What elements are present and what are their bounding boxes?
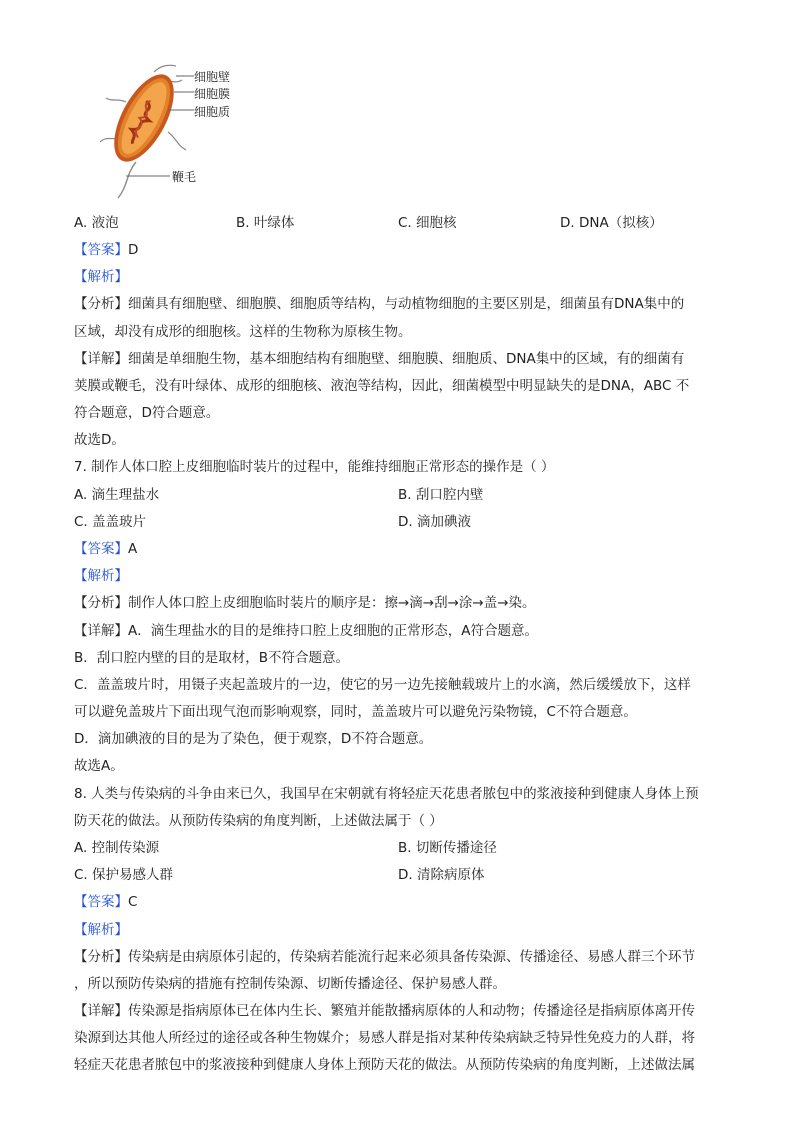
q7-option-c: C. 盖盖玻片 [74,514,147,530]
q7-option-d: D. 滴加碘液 [398,514,471,530]
q6-option-d: D. DNA（拟核） [560,215,663,231]
q7-answer-value: A [128,541,138,557]
q8-answer [74,892,137,912]
q7-detail-c-1: C．盖盖玻片时，用镊子夹起盖玻片的一边，使它的另一边先接触载玻片上的水滴，然后缓缓放下，这样 [74,677,691,693]
q8-detail-line-3: 轻症天花患者脓包中的浆液接种到健康人身体上预防天花的做法。从预防传染病的角度判断，上述做法属 [74,1057,695,1073]
q8-option-d: D. 清除病原体 [398,867,485,883]
q7-answer-tag: 【答案】 [74,541,128,557]
q6-option-b: B. 叶绿体 [236,215,295,231]
q7-detail-line [74,621,538,641]
q6-analysis-line-2: 区域，却没有成形的细胞核。这样的生物称为原核生物。 [74,324,412,340]
q7-answer [74,539,137,559]
q8-option-b: B. 切断传播途径 [398,840,497,856]
q6-answer [74,240,138,260]
q7-analysis-heading: 【解析】 [74,568,128,584]
label-cell-wall: 细胞壁 [194,70,231,84]
q8-analysis-tag: 【分析】 [74,949,128,965]
bacterium-figure [96,62,246,202]
q8-analysis-line-2: ，所以预防传染病的措施有控制传染源、切断传播途径、保护易感人群。 [74,976,506,992]
q7-conclusion: 故选A。 [74,758,124,774]
q8-detail-text-1: 传染源是指病原体已在体内生长、繁殖并能散播病原体的人和动物；传播途径是指病原体离开传 [128,1003,695,1019]
q8-analysis-line-1 [74,947,695,967]
q8-option-c: C. 保护易感人群 [74,867,174,883]
q7-detail-text: A．滴生理盐水的目的是维持口腔上皮细胞的正常形态，A符合题意。 [128,623,538,639]
q6-answer-value: D [128,242,139,258]
q6-detail-text-1: 细菌是单细胞生物，基本细胞结构有细胞壁、细胞膜、细胞质、DNA集中的区域，有的细菌有 [128,351,685,367]
q6-analysis-tag: 【分析】 [74,296,128,312]
q8-detail-tag: 【详解】 [74,1003,128,1019]
label-cell-membrane: 细胞膜 [194,87,231,101]
q6-analysis-heading: 【解析】 [74,269,128,285]
q7-analysis-tag: 【分析】 [74,595,128,611]
q8-answer-tag: 【答案】 [74,894,128,910]
q6-conclusion: 故选D。 [74,432,125,448]
q8-question-line-2: 防天花的做法。从预防传染病的角度判断，上述做法属于（ ） [74,813,443,829]
q8-analysis-text-1: 传染病是由病原体引起的，传染病若能流行起来必须具备传染源、传播途径、易感人群三个环节 [128,949,695,965]
q7-detail-c-2: 可以避免盖玻片下面出现气泡而影响观察，同时，盖盖玻片可以避免污染物镜，C不符合题意。 [74,704,637,720]
q7-analysis-text: 制作人体口腔上皮细胞临时装片的顺序是：擦→滴→刮→涂→盖→染。 [128,595,536,611]
q6-option-c: C. 细胞核 [398,215,457,231]
q7-detail-d: D．滴加碘液的目的是为了染色，便于观察，D不符合题意。 [74,731,433,747]
q8-detail-line-2: 染源到达其他人所经过的途径或各种生物媒介；易感人群是指对某种传染病缺乏特异性免疫力的人群，将 [74,1030,695,1046]
q8-analysis-heading: 【解析】 [74,922,128,938]
q6-detail-line-1 [74,349,684,369]
q7-option-a: A. 滴生理盐水 [74,487,160,503]
q8-answer-value: C [128,894,138,910]
q6-detail-tag: 【详解】 [74,351,128,367]
q6-answer-tag: 【答案】 [74,242,128,258]
q8-question-line-1: 8. 人类与传染病的斗争由来已久，我国早在宋朝就有将轻症天花患者脓包中的浆液接种到健康人身体上预 [74,786,699,802]
q6-detail-line-3: 符合题意，D符合题意。 [74,405,220,421]
label-cytoplasm: 细胞质 [194,105,231,119]
q6-analysis-line-1 [74,294,684,314]
q7-detail-tag: 【详解】 [74,623,128,639]
q6-detail-line-2: 荚膜或鞭毛，没有叶绿体、成形的细胞核、液泡等结构，因此，细菌模型中明显缺失的是DNA，ABC 不 [74,378,690,394]
label-flagellum: 鞭毛 [172,170,197,184]
q7-option-b: B. 刮口腔内壁 [398,487,484,503]
q7-analysis-line [74,593,536,613]
q8-option-a: A. 控制传染源 [74,840,160,856]
q7-question: 7. 制作人体口腔上皮细胞临时装片的过程中，能维持细胞正常形态的操作是（ ） [74,459,555,475]
q7-detail-b: B．刮口腔内壁的目的是取材，B不符合题意。 [74,650,350,666]
q6-option-a: A. 液泡 [74,215,119,231]
q6-analysis-text-1: 细菌具有细胞壁、细胞膜、细胞质等结构，与动植物细胞的主要区别是，细菌虽有DNA集中的 [128,296,685,312]
q8-detail-line-1 [74,1001,695,1021]
